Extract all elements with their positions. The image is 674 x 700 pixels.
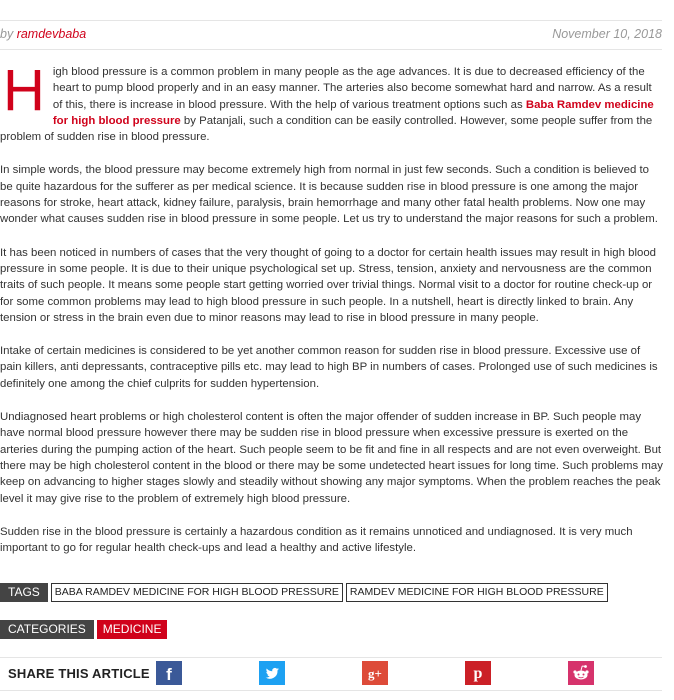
pinterest-glyph: p [473, 665, 483, 682]
tag-baba-ramdev-medicine[interactable]: BABA RAMDEV MEDICINE FOR HIGH BLOOD PRESSURE [51, 583, 343, 602]
author-link[interactable]: ramdevbaba [16, 27, 87, 41]
tag-ramdev-medicine[interactable]: RAMDEV MEDICINE FOR HIGH BLOOD PRESSURE [346, 583, 608, 602]
categories-row [0, 620, 167, 639]
category-medicine[interactable]: MEDICINE [97, 620, 168, 639]
tags-row [0, 583, 608, 602]
paragraph-2: In simple words, the blood pressure may become extremely high from normal in just few seconds. Such a condition is believed to be quite hazardous for the sufferer as per medical science. It is because sudden rise in blood pressure is one among the major reasons for stroke, heart attack, kidney failure, paralysis, brain hemorrhage and many other fatal health problems. Now one may wonder what causes sudden rise in blood pressure in some people. Let us try to understand the major reasons for such a problem. [0, 164, 658, 226]
paragraph-4: Intake of certain medicines is considered to be yet another common reason for sudden rise in blood pressure. Excessive use of pain killers, anti depressants, contraceptive pills etc. may lead to high BP in numbers of cases. Prolonged use of such medicines is definitely one among the chief culprits for sudden hypertension. [0, 345, 658, 390]
share-pinterest-button[interactable] [465, 661, 491, 685]
twitter-icon [259, 661, 285, 685]
google-plus-icon [362, 661, 388, 685]
facebook-icon [156, 661, 182, 685]
paragraph-1-tail: by Patanjali, such a condition can be easily controlled. However, some people suffer from the problem of sudden rise in blood pressure. [0, 114, 653, 144]
paragraph-5: Undiagnosed heart problems or high cholesterol content is often the major offender of sudden increase in BP. Such people may have normal blood pressure however there may be sudden rise in blood pressure when excessive pressure is exerted on the arteries during the pumping action of the heart. Such people seem to be fit and fine in all respects and are not even overweight. But there may be high cholesterol content in the blood or there may be some undetected heart issues for long time. Such problems may keep on advancing to higher stages slowly and steadily without showing any major symptoms. When the problem reaches the peak level it may give rise to the problem of extremely high blood pressure. [0, 411, 663, 505]
categories-label: CATEGORIES [0, 620, 94, 639]
reddit-icon [568, 661, 594, 685]
baba-ramdev-medicine-link[interactable]: Baba Ramdev medicine for high blood pressure [52, 98, 654, 127]
share-facebook-button[interactable] [156, 661, 182, 685]
share-reddit-button[interactable] [568, 661, 594, 685]
post-meta-bar [0, 20, 662, 50]
by-prefix: by [0, 27, 14, 41]
share-bar [0, 657, 662, 691]
share-title: SHARE THIS ARTICLE [8, 666, 150, 681]
paragraph-1 [0, 58, 664, 145]
share-google-plus-button[interactable] [362, 661, 388, 685]
tags-label: TAGS [0, 583, 48, 602]
share-twitter-button[interactable] [259, 661, 285, 685]
google-plus-glyph: g+ [368, 666, 382, 681]
post-author-line [0, 27, 86, 41]
article-body [0, 58, 664, 573]
dropcap-letter: H [3, 58, 45, 123]
facebook-glyph: f [166, 665, 172, 684]
paragraph-1-text: igh blood pressure is a common problem in many people as the age advances. It is due to decreased efficiency of the heart to pump blood properly and in an easy manner. The arteries also become somewhat hard and narrow. As a result of this, there is increase in blood pressure. With the help of various treatment options such as [52, 66, 652, 111]
paragraph-6: Sudden rise in the blood pressure is certainly a hazardous condition as it remains unnoticed and undiagnosed. It is very much important to go for regular health check-ups and lead a healthy and active lifestyle. [0, 525, 633, 555]
post-date: November 10, 2018 [552, 27, 662, 41]
paragraph-3: It has been noticed in numbers of cases that the very thought of going to a doctor for certain health issues may result in high blood pressure in some people. It is due to their unique psychological set up. Stress, tension, anxiety and nervousness are the common traits of such people. It means some people start getting worried over trivial things. Normal visit to a doctor for routine check-up or for some common problems may lead to high blood pressure in such people. In a nutshell, heart is directly linked to brain. Any tension or stress in the brain even due to minor reasons may lead to rise in blood pressure in many people. [0, 246, 656, 324]
pinterest-icon [465, 661, 491, 685]
